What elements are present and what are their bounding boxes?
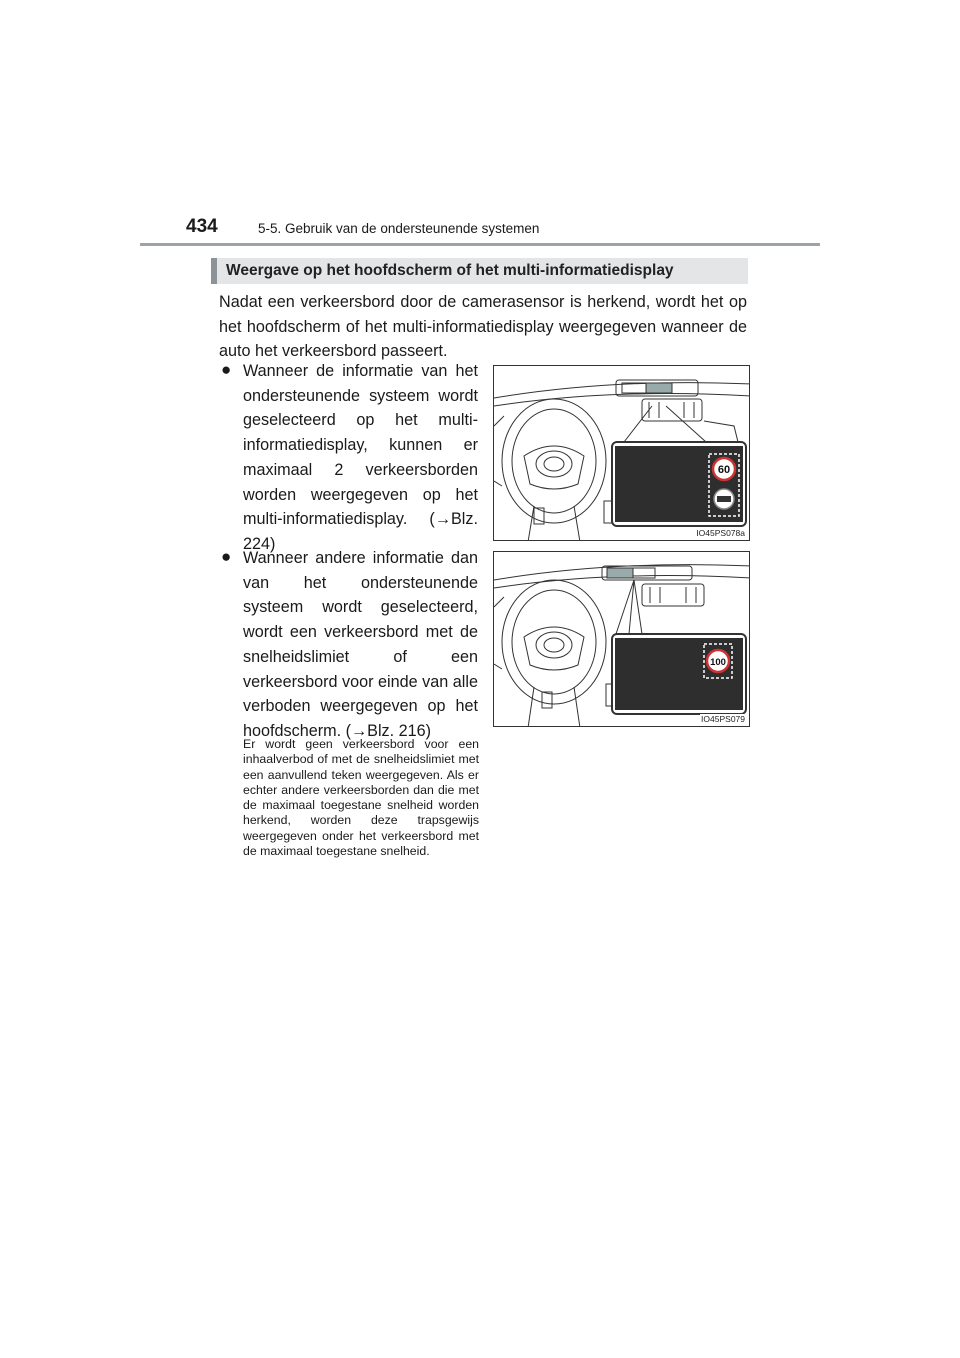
note-paragraph: Er wordt geen verkeersbord voor een inhaalverbod of met de snelheidslimiet met een aanvullend teken weergegeven. Als er echter andere verkeersborden dan die met de maximaal toegestane snelheid worden herkend, worden deze trapsgewijs weergegeven onder het verkeersbord met de maximaal toegestane snelheid. [243, 737, 479, 859]
figure-2-sign-label: 100 [710, 657, 726, 668]
figure-1-code: IO45PS078a [696, 528, 745, 538]
page-number: 434 [186, 216, 218, 237]
section-title: Weergave op het hoofdscherm of het multi-informatiedisplay [226, 262, 674, 279]
section-heading [211, 258, 748, 284]
figure-multi-info-display [493, 365, 750, 541]
bullet-2-text: Wanneer andere informatie dan van het ondersteunende systeem wordt geselecteerd, wordt een verkeersbord met de snelheidslimiet of een verkeersbord voor einde van alle verboden weergegeven op het hoofdscherm. (→Blz. 216) [243, 549, 478, 740]
chapter-title: 5-5. Gebruik van de ondersteunende systemen [258, 221, 540, 236]
header-rule [140, 243, 820, 246]
dashboard-illustration [494, 366, 750, 541]
bullet-1-dot: ● [221, 360, 232, 379]
figure-1-sign-label: 60 [717, 464, 731, 476]
figure-head-up-display [493, 551, 750, 727]
figure-2-code: IO45PS079 [701, 714, 745, 724]
bullet-2-dot: ● [221, 547, 232, 566]
intro-paragraph: Nadat een verkeersbord door de camerasensor is herkend, wordt het op het hoofdscherm of het multi-informatiedisplay weergegeven wanneer de auto het verkeersbord passeert. [219, 293, 747, 360]
dashboard-illustration [494, 552, 750, 727]
bullet-1-text: Wanneer de informatie van het ondersteunende systeem wordt geselecteerd op het multi-informatiedisplay, kunnen er maximaal 2 verkeersborden worden weergegeven op het multi-informatiedisplay. (→Blz. 224) [243, 362, 478, 553]
